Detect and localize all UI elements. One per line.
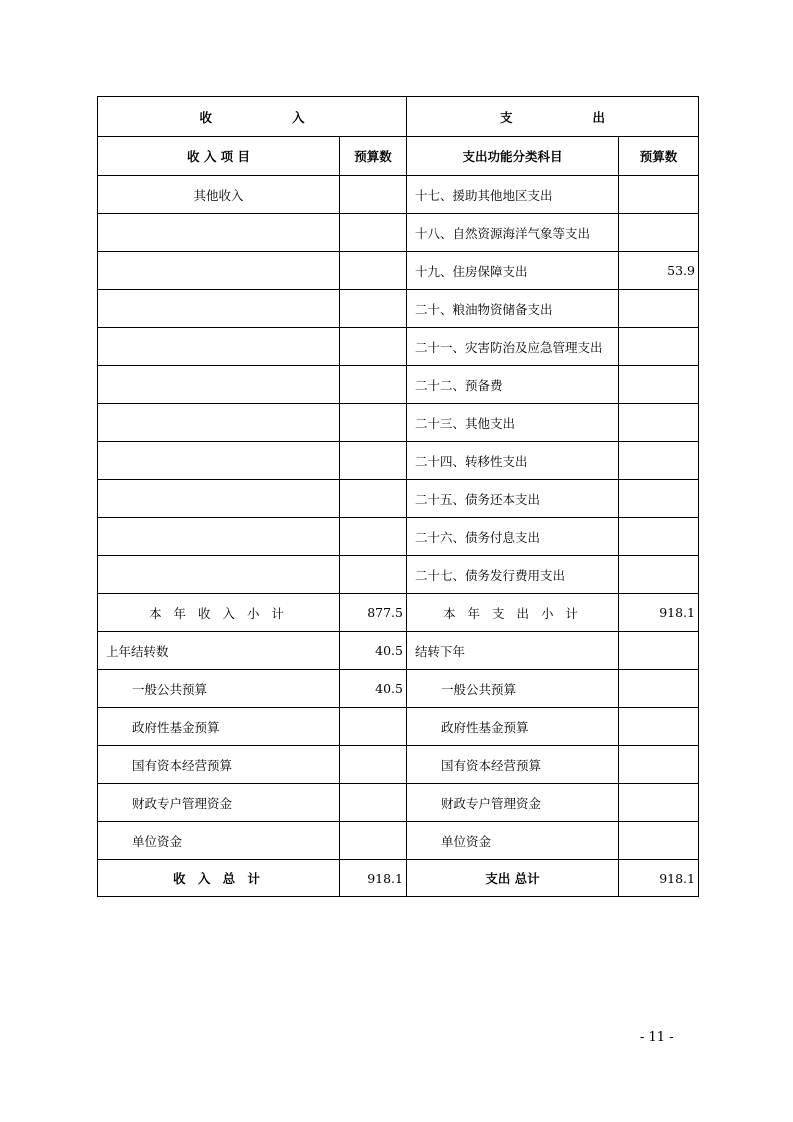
expense-budget-cell xyxy=(619,404,699,442)
income-item-cell xyxy=(98,214,340,252)
expense-subtotal-value: 918.1 xyxy=(619,594,699,632)
table-row xyxy=(98,518,699,556)
expense-item-cell: 政府性基金预算 xyxy=(407,708,619,746)
expense-item-cell: 十九、住房保障支出 xyxy=(407,252,619,290)
income-subtotal-value: 877.5 xyxy=(340,594,407,632)
carry-row xyxy=(98,670,699,708)
expense-item-cell: 结转下年 xyxy=(407,632,619,670)
expense-total-label: 支出 总计 xyxy=(407,860,619,897)
expense-item-cell: 二十六、债务付息支出 xyxy=(407,518,619,556)
expense-budget-header: 预算数 xyxy=(619,137,699,176)
expense-budget-cell xyxy=(619,176,699,214)
income-budget-cell xyxy=(340,290,407,328)
subtotal-row xyxy=(98,594,699,632)
expense-item-cell: 二十五、债务还本支出 xyxy=(407,480,619,518)
carry-row xyxy=(98,746,699,784)
expense-item-cell: 一般公共预算 xyxy=(407,670,619,708)
expense-total-value: 918.1 xyxy=(619,860,699,897)
carry-row xyxy=(98,784,699,822)
income-budget-cell xyxy=(340,708,407,746)
income-item-cell xyxy=(98,252,340,290)
income-item-cell: 一般公共预算 xyxy=(98,670,340,708)
income-item-cell: 其他收入 xyxy=(98,176,340,214)
income-budget-cell xyxy=(340,442,407,480)
table-row xyxy=(98,404,699,442)
expense-budget-cell xyxy=(619,442,699,480)
expense-budget-cell xyxy=(619,518,699,556)
expense-item-cell: 二十七、债务发行费用支出 xyxy=(407,556,619,594)
expense-budget-cell xyxy=(619,290,699,328)
table-row xyxy=(98,252,699,290)
expense-item-cell: 二十、粮油物资储备支出 xyxy=(407,290,619,328)
expense-item-header: 支出功能分类科目 xyxy=(407,137,619,176)
column-header-row xyxy=(98,137,699,176)
table-row xyxy=(98,328,699,366)
income-budget-cell xyxy=(340,328,407,366)
income-item-cell xyxy=(98,290,340,328)
income-budget-cell: 40.5 xyxy=(340,632,407,670)
income-budget-header: 预算数 xyxy=(340,137,407,176)
expense-item-cell: 财政专户管理资金 xyxy=(407,784,619,822)
expense-budget-cell xyxy=(619,556,699,594)
expense-budget-cell xyxy=(619,328,699,366)
expense-budget-cell xyxy=(619,746,699,784)
income-item-cell: 财政专户管理资金 xyxy=(98,784,340,822)
income-item-cell xyxy=(98,328,340,366)
expense-budget-cell xyxy=(619,670,699,708)
income-budget-cell xyxy=(340,252,407,290)
expense-budget-cell xyxy=(619,480,699,518)
expense-item-cell: 二十二、预备费 xyxy=(407,366,619,404)
expense-item-cell: 二十四、转移性支出 xyxy=(407,442,619,480)
income-item-cell xyxy=(98,556,340,594)
table-row xyxy=(98,480,699,518)
expense-budget-cell xyxy=(619,708,699,746)
income-item-cell: 政府性基金预算 xyxy=(98,708,340,746)
income-item-cell xyxy=(98,404,340,442)
expense-budget-cell xyxy=(619,366,699,404)
income-budget-cell xyxy=(340,176,407,214)
income-budget-cell xyxy=(340,746,407,784)
table-row xyxy=(98,442,699,480)
income-subtotal-label: 本 年 收 入 小 计 xyxy=(98,594,340,632)
income-section-title: 收 入 xyxy=(98,97,407,137)
expense-section-title: 支 出 xyxy=(407,97,699,137)
table-row xyxy=(98,176,699,214)
income-budget-cell xyxy=(340,556,407,594)
income-budget-cell xyxy=(340,518,407,556)
income-item-cell: 单位资金 xyxy=(98,822,340,860)
budget-table xyxy=(97,96,699,897)
table-row xyxy=(98,556,699,594)
expense-budget-cell: 53.9 xyxy=(619,252,699,290)
table-row xyxy=(98,366,699,404)
income-item-header: 收 入 项 目 xyxy=(98,137,340,176)
expense-budget-cell xyxy=(619,822,699,860)
income-item-cell xyxy=(98,518,340,556)
income-item-cell: 上年结转数 xyxy=(98,632,340,670)
expense-item-cell: 单位资金 xyxy=(407,822,619,860)
expense-item-cell: 二十一、灾害防治及应急管理支出 xyxy=(407,328,619,366)
income-budget-cell xyxy=(340,822,407,860)
expense-budget-cell xyxy=(619,214,699,252)
income-budget-cell: 40.5 xyxy=(340,670,407,708)
carry-row xyxy=(98,708,699,746)
income-budget-cell xyxy=(340,404,407,442)
expense-item-cell: 十八、自然资源海洋气象等支出 xyxy=(407,214,619,252)
total-row xyxy=(98,860,699,897)
income-item-cell xyxy=(98,442,340,480)
section-header-row xyxy=(98,97,699,137)
carry-row xyxy=(98,632,699,670)
income-total-label: 收 入 总 计 xyxy=(98,860,340,897)
expense-subtotal-label: 本 年 支 出 小 计 xyxy=(407,594,619,632)
income-item-cell xyxy=(98,366,340,404)
carry-row xyxy=(98,822,699,860)
expense-item-cell: 国有资本经营预算 xyxy=(407,746,619,784)
income-item-cell: 国有资本经营预算 xyxy=(98,746,340,784)
expense-item-cell: 十七、援助其他地区支出 xyxy=(407,176,619,214)
expense-budget-cell xyxy=(619,632,699,670)
expense-item-cell: 二十三、其他支出 xyxy=(407,404,619,442)
income-item-cell xyxy=(98,480,340,518)
income-budget-cell xyxy=(340,784,407,822)
page-number: - 11 - xyxy=(640,1030,674,1045)
income-budget-cell xyxy=(340,480,407,518)
table-row xyxy=(98,290,699,328)
income-total-value: 918.1 xyxy=(340,860,407,897)
income-budget-cell xyxy=(340,214,407,252)
expense-budget-cell xyxy=(619,784,699,822)
table-row xyxy=(98,214,699,252)
income-budget-cell xyxy=(340,366,407,404)
